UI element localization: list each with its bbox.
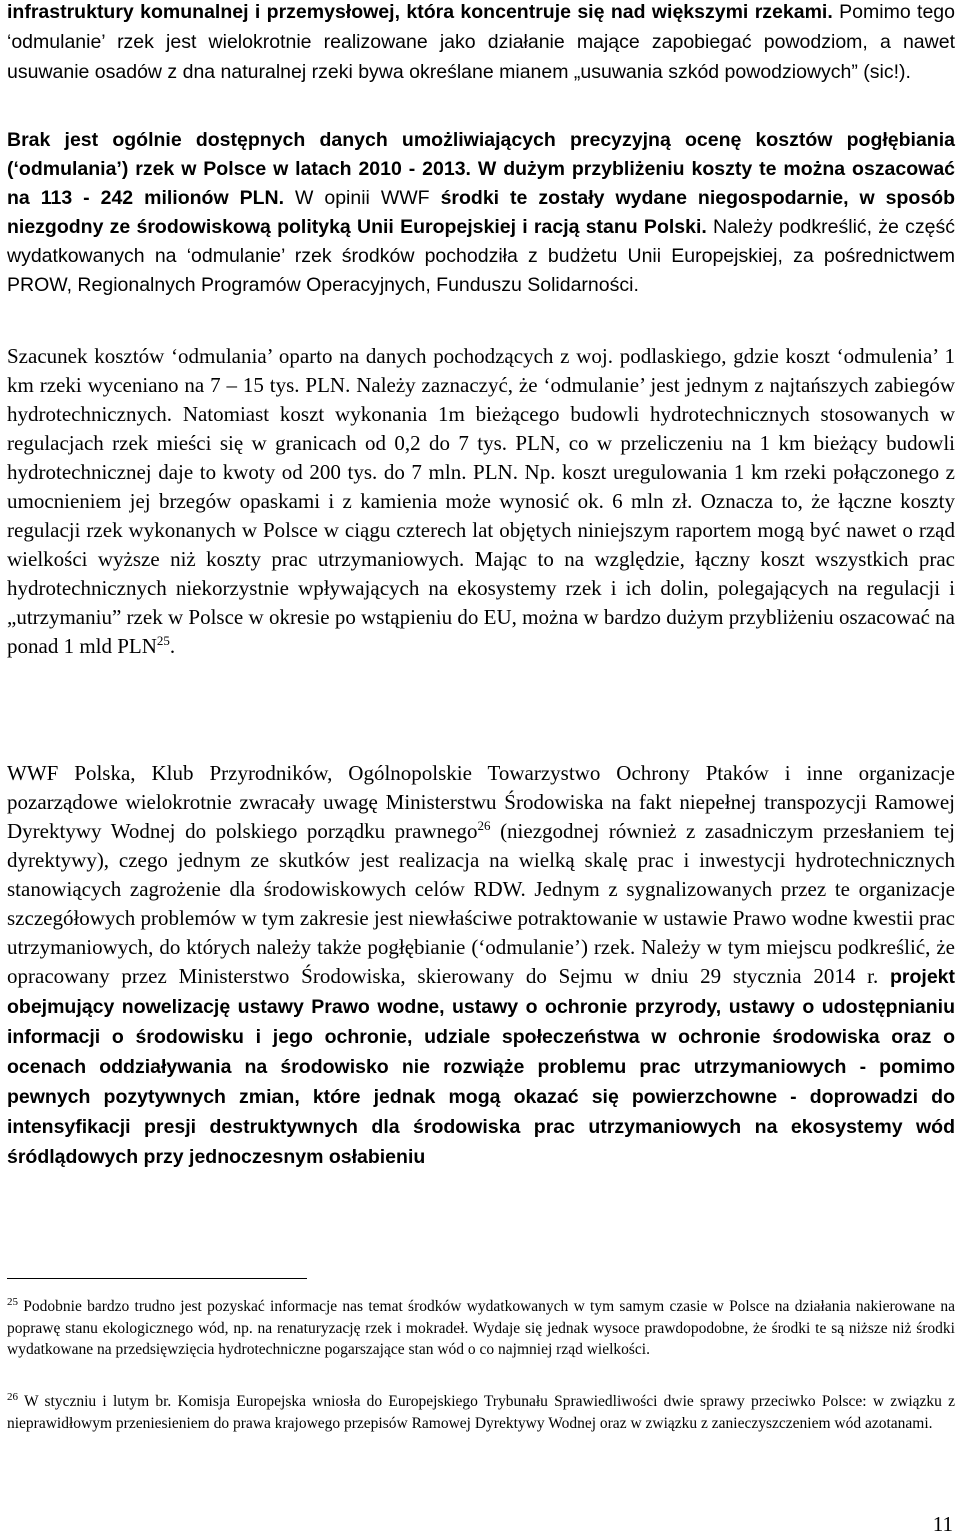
paragraph-3-text: Szacunek kosztów ‘odmulania’ oparto na danych pochodzących z woj. podlaskiego, gdzie koszt ‘odmulenia’ 1 km rzeki wyceniano na 7 – 15 tys. PLN. Należy zaznaczyć, że ‘odmulanie’ jest jednym z najtańszych zabiegów hydrotechnicznych. Natomiast koszt wykonania 1m bieżącego budowli hydrotechnicznych stosowanych w regulacjach rzek mieści się w granicach od 0,2 do 7 tys. PLN, co w przeliczeniu na 1 km bieżący budowli hydrotechnicznej daje to kwoty od 200 tys. do 7 mln. PLN. Np. koszt uregulowania 1 km rzeki połączonego z umocnieniem jej brzegów opaskami i z kamienia może wynosić ok. 6 mln zł. Oznacza to, że łączne koszty regulacji rzek wykonanych w Polsce w ciągu czterech lat objętych niniejszym raportem mogą być nawet o rząd wielkości wyższe niż koszty prac utrzymaniowych. Mając to na względzie, łączny koszt wszystkich prac hydrotechnicznych niekorzystnie wpływających na ekosystemy rzek i ich dolin, polegających na regulacji i „utrzymaniu” rzek w Polsce w okresie po wstąpieniu do EU, można w bardzo dużym przybliżeniu oszacować na ponad 1 mld PLN — [7, 344, 955, 658]
footnote-number-26: 26 — [7, 1390, 18, 1403]
paragraph-2-text-1: W opinii WWF — [284, 187, 441, 209]
paragraph-2-bold-3: środki te zostały wydane niegospodarnie, w sposób niezgodny ze środowiskową polityką Unii Europejskiej i racją stanu Polski. — [7, 187, 955, 238]
paragraph-1-bold: infrastruktury komunalnej i przemysłowej, która koncentruje się nad większymi rzekami. — [7, 1, 833, 23]
footnote-number-25: 25 — [7, 1295, 18, 1308]
footnote-ref-25[interactable]: 25 — [156, 633, 170, 648]
paragraph-3-end: . — [169, 634, 176, 658]
paragraph-4-text-1: WWF Polska, Klub Przyrodników, Ogólnopolskie Towarzystwo Ochrony Ptaków i inne organizacje pozarządowe wielokrotnie zwracały uwagę Ministerstwu Środowiska na fakt niepełnej transpozycji Ramowej Dyrektywy Wodnej do polskiego porządku prawnego — [7, 761, 955, 843]
paragraph-4-bold: projekt obejmujący nowelizację ustawy Prawo wodne, ustawy o ochronie przyrody, ustawy o udostępnianiu informacji o środowisku i jego ochronie, udziale społeczeństwa w ochronie środowiska oraz o ocenach oddziaływania na środowisko nie rozwiąże problemu prac utrzymaniowych - pomimo pewnych pozytywnych zmian, które jednak mogą okazać się powierzchowne - doprowadzi do intensyfikacji presji destruktywnych dla środowiska prac utrzymaniowych na ekosystemy wód śródlądowych przy jednoczesnym osłabieniu — [7, 966, 955, 1168]
paragraph-4 — [7, 759, 955, 1172]
paragraph-2-bold-1: Brak jest ogólnie dostępnych danych umożliwiających precyzyjną ocenę kosztów pogłębiania (‘odmulania’) rzek w Polsce w latach 2010 - 2013. — [7, 129, 955, 180]
page-number: 11 — [932, 1512, 953, 1536]
paragraph-2-bold-2: W dużym przybliżeniu koszty te można oszacować na 113 - 242 milionów PLN. — [7, 158, 956, 209]
footnote-25-text: Podobnie bardzo trudno jest pozyskać informacje nas temat środków wydatkowanych w tym samym czasie w Polsce na działania nakierowane na poprawę stanu ekologicznego wód, np. na renaturyzację rzek i mokradeł. Wydaje się jednak wysoce prawdopodobne, że środki te są niższe niż środki wydatkowane na przedsięwzięcia hydrotechniczne pogarszające stan wód o co najmniej rząd wielkości. — [7, 1298, 955, 1358]
footnote-separator — [7, 1278, 307, 1279]
footnote-25 — [7, 1296, 955, 1361]
paragraph-1-text: Pomimo tego ‘odmulanie’ rzek jest wielokrotnie realizowane jako działanie mające zapobiegać powodziom, a nawet usuwanie osadów z dna naturalnej rzeki bywa określane mianem „usuwania szkód powodziowych” (sic!). — [7, 1, 955, 83]
footnote-26 — [7, 1391, 955, 1434]
footnote-26-text: W styczniu i lutym br. Komisja Europejska wniosła do Europejskiego Trybunału Sprawiedliwości dwie sprawy przeciwko Polsce: w związku z nieprawidłowym przeniesieniem do prawa krajowego przepisów Ramowej Dyrektywy Wodnej oraz w związku z zanieczyszczeniem wód azotanami. — [7, 1393, 955, 1432]
paragraph-2-text-2: Należy podkreślić, że część wydatkowanych na ‘odmulanie’ rzek środków pochodziła z budżetu Unii Europejskiej, za pośrednictwem PROW, Regionalnych Programów Operacyjnych, Funduszu Solidarności. — [7, 216, 955, 296]
paragraph-1 — [7, 0, 955, 87]
paragraph-3 — [7, 342, 955, 661]
footnote-ref-26[interactable]: 26 — [477, 818, 491, 833]
paragraph-4-text-2: (niezgodnej również z zasadniczym przesłaniem tej dyrektywy), czego jednym ze skutków jest realizacja na wielką skalę prac i inwestycji hydrotechnicznych stanowiących zagrożenie dla środowiskowych celów RDW. Jednym z sygnalizowanych przez te organizacje szczegółowych problemów w tym zakresie jest niewłaściwe potraktowanie w ustawie Prawo wodne kwestii prac utrzymaniowych, do których należy także pogłębianie (‘odmulanie’) rzek. Należy w tym miejscu podkreślić, że opracowany przez Ministerstwo Środowiska, skierowany do Sejmu w dniu 29 stycznia 2014 r. — [7, 819, 955, 988]
paragraph-2 — [7, 126, 955, 300]
